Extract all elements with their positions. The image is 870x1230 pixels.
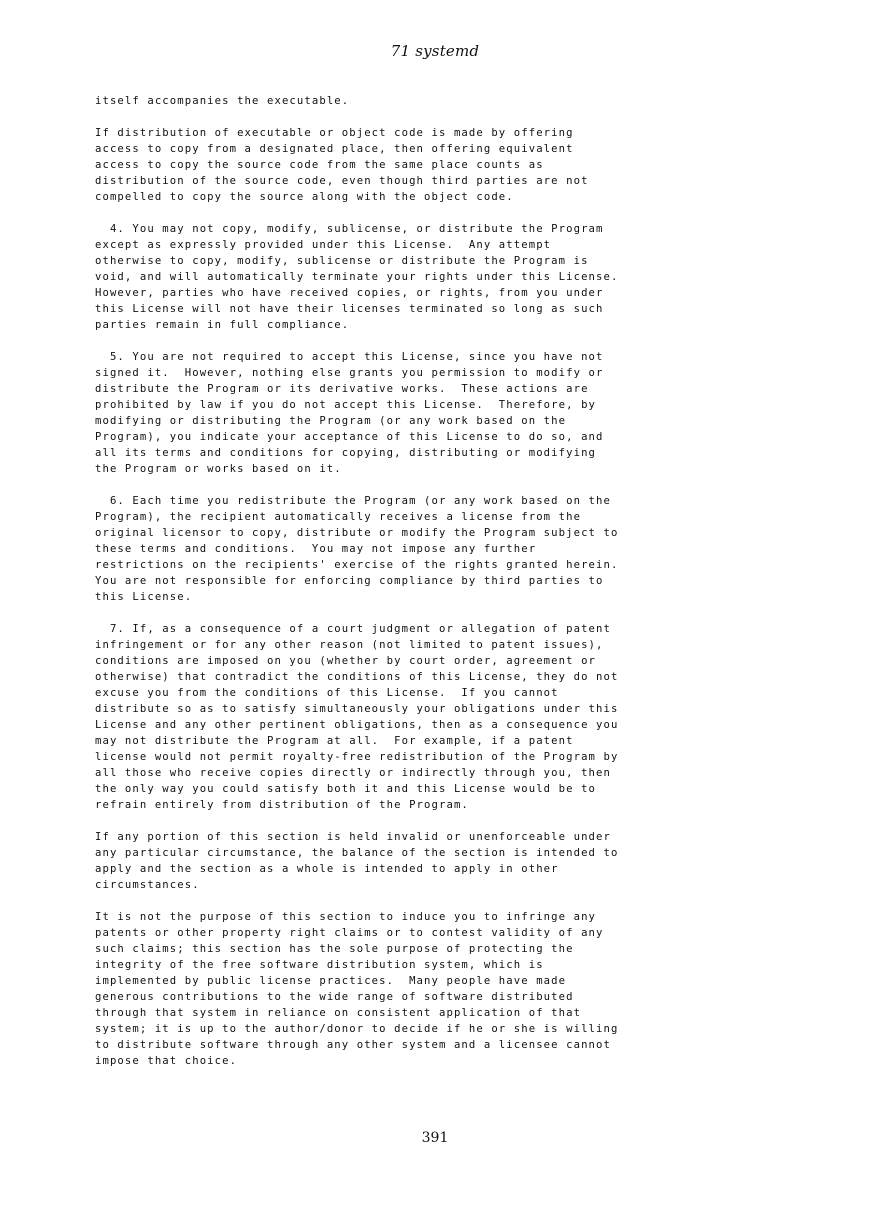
paragraph-spacer (95, 333, 785, 349)
paragraph (95, 93, 785, 109)
text-line: may not distribute the Program at all. For example, if a patent (95, 735, 574, 747)
text-line: distribute so as to satisfy simultaneously your obligations under this (95, 703, 619, 715)
text-line: restrictions on the recipients' exercise of the rights granted herein. (95, 559, 619, 571)
text-line: If distribution of executable or object code is made by offering (95, 127, 574, 139)
text-line: this License will not have their licenses terminated so long as such (95, 303, 604, 315)
text-line: signed it. However, nothing else grants you permission to modify or (95, 367, 604, 379)
text-line: impose that choice. (95, 1055, 238, 1067)
text-line: all those who receive copies directly or indirectly through you, then (95, 767, 611, 779)
text-line: However, parties who have received copies, or rights, from you under (95, 287, 604, 299)
text-line: 5. You are not required to accept this License, since you have not (95, 351, 604, 363)
text-line: all its terms and conditions for copying, distributing or modifying (95, 447, 597, 459)
page-header-title: 71 systemd (390, 42, 480, 60)
text-line: itself accompanies the executable. (95, 95, 350, 107)
text-line: excuse you from the conditions of this License. If you cannot (95, 687, 559, 699)
page-number: 391 (421, 1130, 449, 1146)
text-line: 6. Each time you redistribute the Program (or any work based on the (95, 495, 611, 507)
paragraph-spacer (95, 893, 785, 909)
text-line: system; it is up to the author/donor to decide if he or she is willing (95, 1023, 619, 1035)
text-line: conditions are imposed on you (whether by court order, agreement or (95, 655, 597, 667)
text-line: modifying or distributing the Program (or any work based on the (95, 415, 567, 427)
text-line: patents or other property right claims or to contest validity of any (95, 927, 604, 939)
text-line: infringement or for any other reason (not limited to patent issues), (95, 639, 604, 651)
text-line: circumstances. (95, 879, 200, 891)
paragraph (95, 621, 785, 813)
paragraph-spacer (95, 109, 785, 125)
paragraph (95, 909, 785, 1069)
paragraph-spacer (95, 605, 785, 621)
text-line: any particular circumstance, the balance of the section is intended to (95, 847, 619, 859)
paragraph-spacer (95, 813, 785, 829)
text-line: refrain entirely from distribution of the Program. (95, 799, 469, 811)
text-line: compelled to copy the source along with the object code. (95, 191, 514, 203)
text-line: license would not permit royalty-free redistribution of the Program by (95, 751, 619, 763)
text-line: distribution of the source code, even though third parties are not (95, 175, 589, 187)
text-line: You are not responsible for enforcing compliance by third parties to (95, 575, 604, 587)
text-line: prohibited by law if you do not accept this License. Therefore, by (95, 399, 597, 411)
text-line: If any portion of this section is held invalid or unenforceable under (95, 831, 611, 843)
text-line: Program), the recipient automatically receives a license from the (95, 511, 582, 523)
text-line: this License. (95, 591, 193, 603)
text-line: generous contributions to the wide range of software distributed (95, 991, 574, 1003)
text-line: access to copy from a designated place, then offering equivalent (95, 143, 574, 155)
text-line: License and any other pertinent obligations, then as a consequence you (95, 719, 619, 731)
text-line: integrity of the free software distribution system, which is (95, 959, 544, 971)
paragraph (95, 493, 785, 605)
text-line: It is not the purpose of this section to induce you to infringe any (95, 911, 597, 923)
text-line: access to copy the source code from the same place counts as (95, 159, 544, 171)
text-line: to distribute software through any other system and a licensee cannot (95, 1039, 611, 1051)
license-body-text (95, 93, 785, 1069)
text-line: distribute the Program or its derivative works. These actions are (95, 383, 589, 395)
text-line: otherwise to copy, modify, sublicense or distribute the Program is (95, 255, 589, 267)
text-line: 4. You may not copy, modify, sublicense, or distribute the Program (95, 223, 604, 235)
paragraph-spacer (95, 205, 785, 221)
text-line: void, and will automatically terminate your rights under this License. (95, 271, 619, 283)
text-line: original licensor to copy, distribute or modify the Program subject to (95, 527, 619, 539)
text-line: except as expressly provided under this License. Any attempt (95, 239, 552, 251)
text-line: apply and the section as a whole is intended to apply in other (95, 863, 559, 875)
text-line: the only way you could satisfy both it and this License would be to (95, 783, 597, 795)
text-line: such claims; this section has the sole purpose of protecting the (95, 943, 574, 955)
text-line: otherwise) that contradict the conditions of this License, they do not (95, 671, 619, 683)
paragraph (95, 221, 785, 333)
text-line: the Program or works based on it. (95, 463, 342, 475)
paragraph (95, 125, 785, 205)
text-line: Program), you indicate your acceptance of this License to do so, and (95, 431, 604, 443)
text-line: parties remain in full compliance. (95, 319, 350, 331)
paragraph-spacer (95, 477, 785, 493)
paragraph (95, 349, 785, 477)
text-line: through that system in reliance on consistent application of that (95, 1007, 582, 1019)
text-line: implemented by public license practices. Many people have made (95, 975, 567, 987)
text-line: these terms and conditions. You may not impose any further (95, 543, 537, 555)
text-line: 7. If, as a consequence of a court judgment or allegation of patent (95, 623, 611, 635)
paragraph (95, 829, 785, 893)
